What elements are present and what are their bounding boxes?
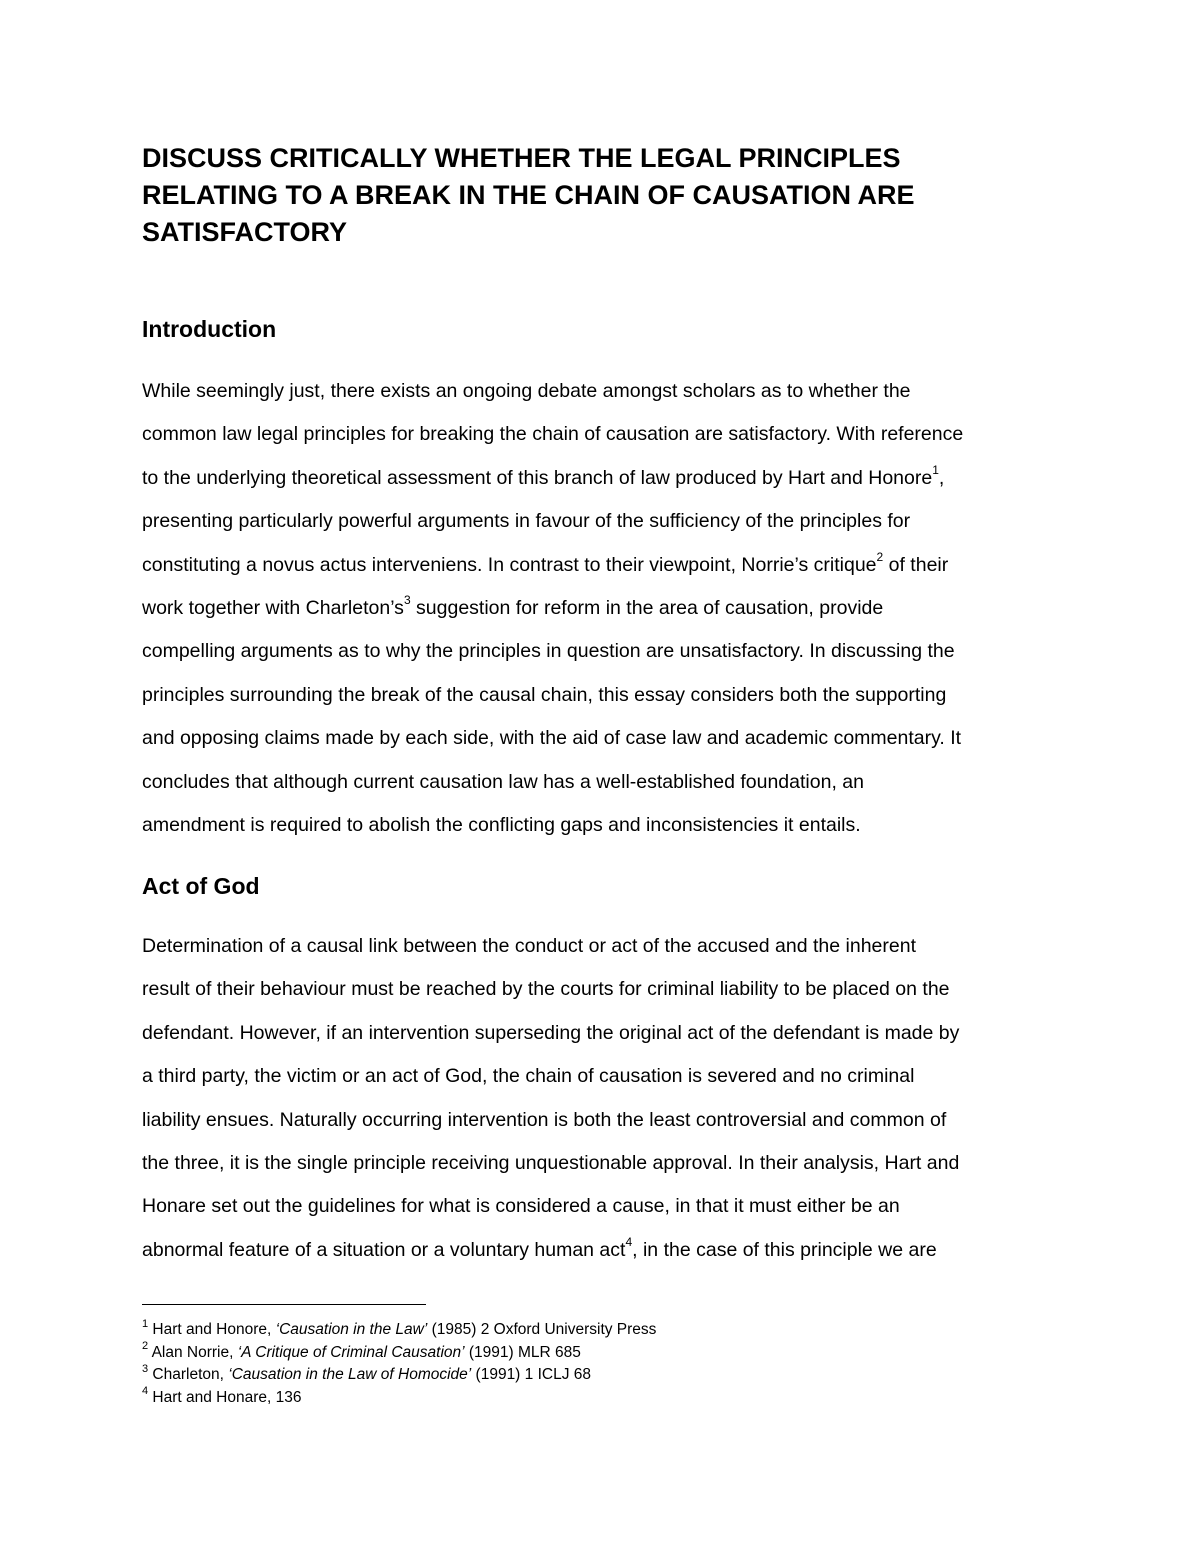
paragraph-line: [142, 413, 1082, 456]
footnote: [142, 1387, 1042, 1410]
footnote: [142, 1364, 1042, 1387]
text-run: defendant. However, if an intervention superseding the original act of the defendant is made by: [142, 1021, 960, 1044]
paragraph-line: [142, 370, 1082, 413]
paragraph-line: [142, 1055, 1082, 1098]
introduction-heading: Introduction: [142, 316, 277, 342]
footnote-ref: 1: [142, 1317, 149, 1330]
act-of-god-paragraph: [142, 925, 1082, 1272]
text-run: principles surrounding the break of the causal chain, this essay considers both the supporting: [142, 683, 947, 706]
text-run: common law legal principles for breaking the chain of causation are satisfactory. With reference: [142, 423, 964, 446]
text-run: suggestion for reform in the area of causation, provide: [410, 596, 884, 619]
citation-title: ‘Causation in the Law of Homocide’: [228, 1366, 472, 1383]
footnote-ref: 3: [142, 1362, 149, 1375]
text-run: presenting particularly powerful arguments in favour of the sufficiency of the principles for: [142, 510, 911, 533]
paragraph-line: [142, 587, 1082, 630]
text-run: ,: [938, 466, 945, 489]
footnote: [142, 1342, 1042, 1365]
introduction-paragraph: [142, 370, 1082, 847]
paragraph-line: [142, 544, 1082, 587]
paragraph-line: [142, 717, 1082, 760]
title-line: RELATING TO A BREAK IN THE CHAIN OF CAUSATION ARE: [142, 180, 915, 210]
text-run: Determination of a causal link between the conduct or act of the accused and the inherent: [142, 935, 916, 957]
text-run: Hart and Honore,: [148, 1321, 276, 1338]
paragraph-line: [142, 1012, 1082, 1055]
text-run: to the underlying theoretical assessment of this branch of law produced by Hart and Honore: [142, 466, 933, 489]
footnote-ref: 4: [625, 1235, 633, 1250]
text-run: compelling arguments as to why the principles in question are unsatisfactory. In discussing the: [142, 640, 955, 663]
text-run: result of their behaviour must be reached by the courts for criminal liability to be placed on the: [142, 978, 950, 1001]
text-run: work together with Charleton’s: [142, 596, 404, 619]
text-run: While seemingly just, there exists an ongoing debate amongst scholars as to whether the: [142, 380, 911, 402]
paragraph-line: [142, 761, 1082, 804]
paragraph-line: [142, 1142, 1082, 1185]
paragraph-line: [142, 1229, 1082, 1272]
paragraph-line: [142, 457, 1082, 500]
text-run: (1991) MLR 685: [464, 1343, 581, 1361]
paragraph-line: [142, 674, 1082, 717]
text-run: a third party, the victim or an act of God, the chain of causation is severed and no criminal: [142, 1065, 915, 1088]
text-run: concludes that although current causation law has a well-established foundation, an: [142, 770, 864, 793]
paragraph-line: [142, 1185, 1082, 1228]
text-run: liability ensues. Naturally occurring intervention is both the least controversial and common of: [142, 1108, 947, 1131]
paragraph-line: [142, 804, 1082, 847]
title-line: SATISFACTORY: [142, 217, 348, 247]
text-run: Honare set out the guidelines for what is considered a cause, in that it must either be an: [142, 1195, 900, 1218]
text-run: constituting a novus actus interveniens. In contrast to their viewpoint, Norrie’s critique: [142, 553, 877, 576]
text-run: abnormal feature of a situation or a voluntary human act: [142, 1238, 626, 1261]
text-run: the three, it is the single principle receiving unquestionable approval. In their analysis, Hart and: [142, 1151, 960, 1174]
text-run: Hart and Honare, 136: [148, 1388, 302, 1406]
text-run: (1985) 2 Oxford University Press: [427, 1321, 657, 1338]
citation-title: ‘Causation in the Law’: [275, 1321, 428, 1338]
footnote-ref: 2: [876, 550, 884, 565]
footnote-ref: 1: [932, 463, 939, 478]
footnote: [142, 1319, 1042, 1342]
footnote-separator: [142, 1304, 426, 1305]
text-run: (1991) 1 ICLJ 68: [471, 1366, 591, 1383]
paragraph-line: [142, 630, 1082, 673]
text-run: Charleton,: [148, 1366, 229, 1383]
footnote-ref: 4: [142, 1385, 149, 1398]
footnote-ref: 3: [403, 593, 411, 608]
text-run: and opposing claims made by each side, with the aid of case law and academic commentary. It: [142, 727, 962, 750]
act-of-god-heading: Act of God: [142, 873, 260, 899]
title-line: DISCUSS CRITICALLY WHETHER THE LEGAL PRINCIPLES: [142, 143, 901, 173]
text-run: , in the case of this principle we are: [632, 1238, 937, 1261]
paragraph-line: [142, 1099, 1082, 1142]
paragraph-line: [142, 500, 1082, 543]
text-run: of their: [883, 553, 949, 576]
document-title: [142, 140, 1042, 251]
text-run: Alan Norrie,: [148, 1343, 238, 1361]
footnote-ref: 2: [142, 1340, 149, 1353]
citation-title: ‘A Critique of Criminal Causation’: [237, 1343, 465, 1361]
paragraph-line: [142, 925, 1082, 968]
footnotes: [142, 1319, 1042, 1409]
text-run: amendment is required to abolish the conflicting gaps and inconsistencies it entails.: [142, 813, 861, 836]
paragraph-line: [142, 968, 1082, 1011]
